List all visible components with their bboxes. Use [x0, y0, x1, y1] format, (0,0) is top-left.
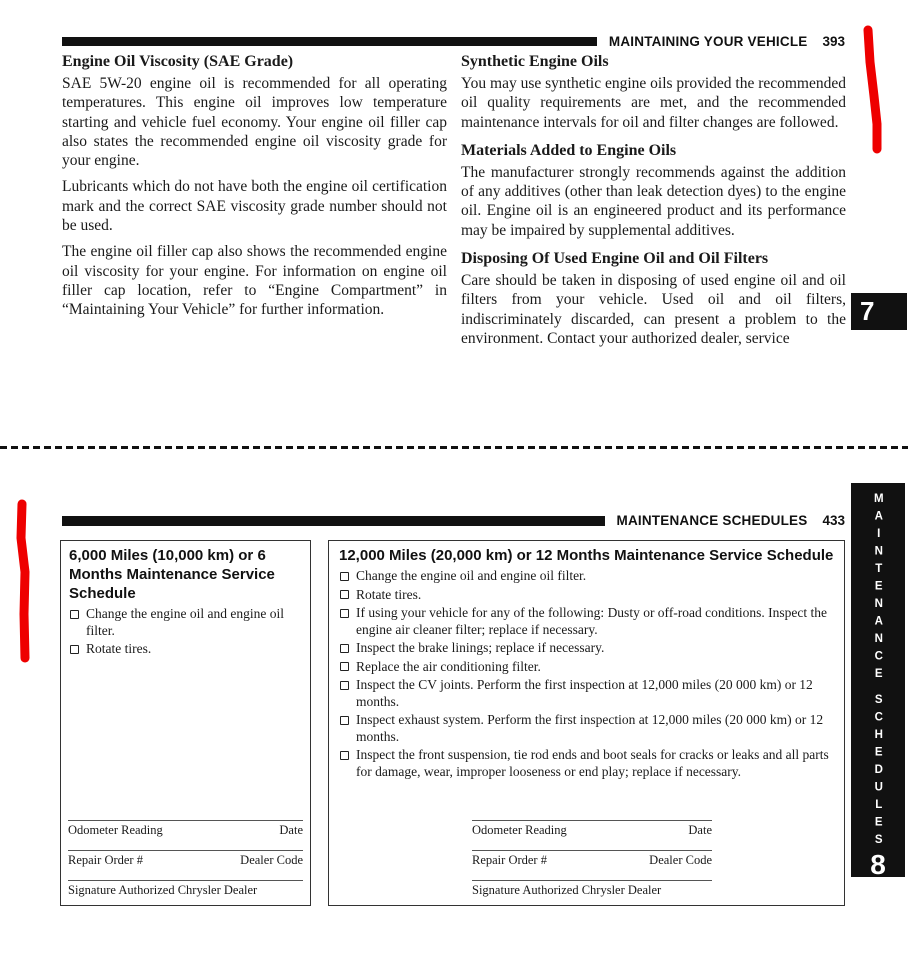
checkbox-icon	[340, 716, 349, 725]
two-column-text	[62, 52, 846, 355]
paragraph: You may use synthetic engine oils provided the recommended oil quality requirements are met, and the recommended maintenance intervals for oil and filter changes are followed.	[461, 75, 846, 131]
checklist-item-label: Rotate tires.	[86, 641, 152, 656]
checklist-item-label: Inspect the brake linings; replace if necessary.	[356, 640, 605, 655]
service-record-form	[472, 820, 712, 898]
schedule-box-12000-miles	[328, 540, 845, 906]
checkbox-icon	[340, 662, 349, 671]
checkbox-icon	[340, 751, 349, 760]
dealer-code-label: Dealer Code	[240, 853, 303, 867]
top-page-header	[62, 34, 845, 49]
odometer-label: Odometer Reading	[472, 823, 567, 837]
form-row-repair-order	[472, 850, 712, 868]
checklist-item	[339, 712, 834, 745]
dashed-divider	[0, 446, 908, 449]
bottom-header-title: MAINTENANCE SCHEDULES	[616, 513, 808, 528]
checklist-item-label: Rotate tires.	[356, 586, 422, 602]
top-page-number: 393	[822, 34, 845, 49]
checklist-item-label: If using your vehicle for any of the following: Dusty or off-road conditions. Inspect the engine air cleaner filter; replace if necessary.	[356, 605, 828, 637]
checkbox-icon	[340, 590, 349, 599]
checklist-item	[69, 606, 302, 639]
red-marker-stroke-top-right	[868, 30, 877, 149]
checklist-item	[339, 640, 834, 657]
checklist-item	[339, 605, 834, 638]
red-marker-stroke-bottom-left	[21, 504, 25, 658]
checklist-item	[339, 677, 834, 710]
section-heading: Disposing Of Used Engine Oil and Oil Filters	[461, 250, 769, 268]
signature-label: Signature Authorized Chrysler Dealer	[472, 883, 662, 897]
right-column	[461, 52, 846, 355]
chapter-tab-7: 7	[851, 293, 907, 330]
checklist-item	[339, 568, 834, 585]
checkbox-icon	[70, 645, 79, 654]
header-bar	[62, 37, 597, 46]
paragraph: Lubricants which do not have both the engine oil certification mark and the correct SAE viscosity grade number should not be used.	[62, 178, 447, 235]
form-row-odometer	[68, 820, 303, 838]
checklist-item-label: Change the engine oil and engine oil filter.	[86, 606, 284, 638]
checklist-item-label: Inspect the front suspension, tie rod ends and boot seals for cracks or leaks and all parts for damage, wear, improper looseness or end play; replace if necessary.	[356, 747, 829, 779]
signature-label: Signature Authorized Chrysler Dealer	[68, 883, 258, 897]
odometer-label: Odometer Reading	[68, 823, 163, 837]
date-label: Date	[688, 823, 712, 837]
chapter-tab-maintenance-schedules	[851, 483, 905, 880]
schedule-box-6000-miles	[60, 540, 311, 906]
checklist-item	[339, 747, 834, 780]
checklist-item-label: Replace the air conditioning filter.	[356, 658, 541, 674]
checklist-item	[339, 659, 834, 676]
section-heading: Synthetic Engine Oils	[461, 53, 609, 70]
repair-order-label: Repair Order #	[472, 853, 547, 867]
section-heading: Materials Added to Engine Oils	[461, 141, 677, 159]
tab-word-schedules: SCHEDULES	[872, 693, 885, 851]
schedule-title: 6,000 Miles (10,000 km) or 6 Months Maintenance Service Schedule	[69, 547, 275, 602]
date-label: Date	[279, 823, 303, 837]
top-header-title: MAINTAINING YOUR VEHICLE	[608, 34, 808, 49]
checklist-item-label: Change the engine oil and engine oil filter.	[356, 568, 587, 583]
service-record-form	[68, 820, 303, 898]
left-column	[62, 52, 447, 355]
form-row-odometer	[472, 820, 712, 838]
schedule-title: 12,000 Miles (20,000 km) or 12 Months Maintenance Service Schedule	[339, 547, 834, 564]
checklist-item	[69, 641, 302, 658]
form-row-signature	[472, 880, 712, 898]
bottom-page-number: 433	[822, 513, 845, 528]
paragraph: The engine oil filler cap also shows the recommended engine oil viscosity for your engine. For information on engine oil filler cap location, refer to “Engine Compartment” in “Maintaining Your Vehicle” for further information.	[62, 243, 447, 319]
checkbox-icon	[340, 609, 349, 618]
dealer-code-label: Dealer Code	[649, 853, 712, 867]
form-row-signature	[68, 880, 303, 898]
header-bar	[62, 516, 605, 526]
paragraph: Care should be taken in disposing of used engine oil and oil filters from your vehicle. Used oil and oil filters, indiscriminately discarded, can present a problem to the environment. Contact your authorized dealer, service	[461, 272, 846, 347]
section-heading: Engine Oil Viscosity (SAE Grade)	[62, 53, 294, 70]
repair-order-label: Repair Order #	[68, 853, 143, 867]
bottom-page-header	[62, 513, 845, 528]
checklist-item	[339, 587, 834, 604]
tab-number-8: 8	[870, 849, 886, 880]
checkbox-icon	[70, 610, 79, 619]
checklist-item-label: Inspect the CV joints. Perform the first inspection at 12,000 miles (20 000 km) or 12 months.	[356, 677, 813, 709]
checklist-item-label: Inspect exhaust system. Perform the first inspection at 12,000 miles (20 000 km) or 12 months.	[356, 712, 824, 744]
checkbox-icon	[340, 681, 349, 690]
paragraph: SAE 5W-20 engine oil is recommended for all operating temperatures. This engine oil improves low temperature starting and vehicle fuel economy. Your engine oil filler cap also states the recommended engine oil viscosity grade for your engine.	[62, 75, 447, 170]
checkbox-icon	[340, 572, 349, 581]
paragraph: The manufacturer strongly recommends against the addition of any additives (other than leak detection dyes) to the engine oil. Engine oil is an engineered product and its performance may be impaired by supplemental additives.	[461, 163, 846, 239]
checkbox-icon	[340, 644, 349, 653]
form-row-repair-order	[68, 850, 303, 868]
tab-word-maintenance: MAINTENANCE	[872, 493, 885, 686]
